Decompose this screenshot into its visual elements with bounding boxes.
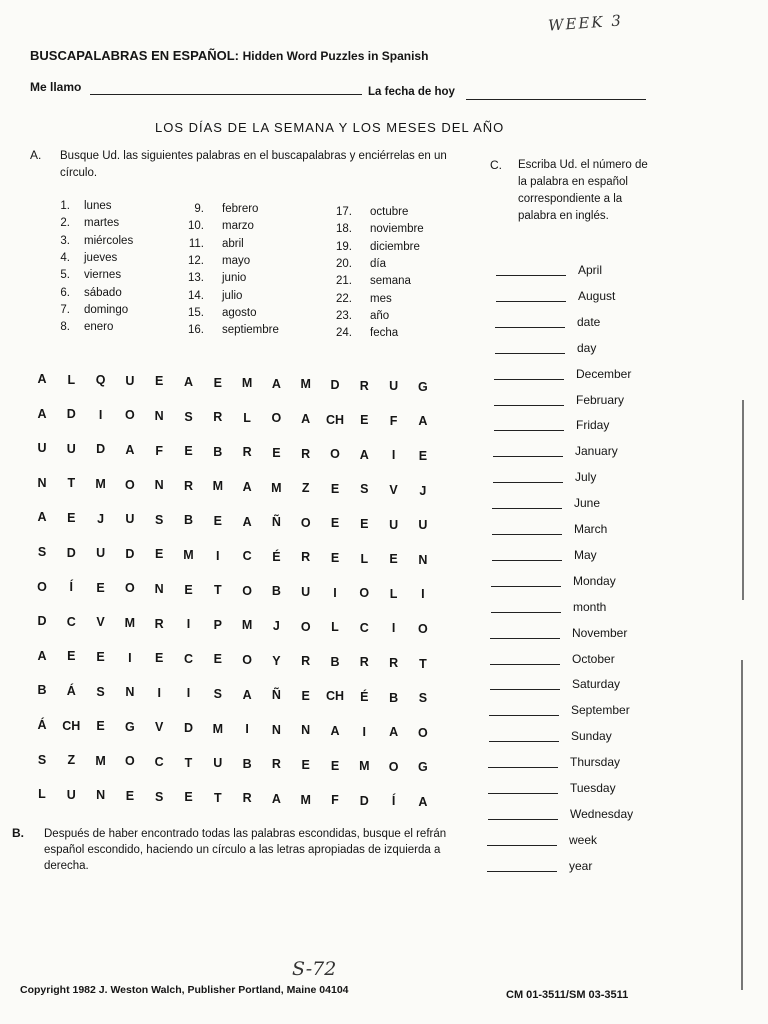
grid-letter[interactable]: E: [330, 481, 340, 496]
grid-letter[interactable]: E: [155, 651, 164, 666]
grid-letter[interactable]: V: [155, 720, 164, 735]
grid-letter[interactable]: U: [389, 517, 399, 532]
spanish-word: abril: [222, 237, 244, 250]
grid-letter[interactable]: E: [213, 514, 222, 528]
grid-letter[interactable]: S: [37, 545, 47, 559]
grid-letter[interactable]: S: [184, 409, 193, 424]
grid-letter[interactable]: D: [330, 378, 340, 392]
grid-letter[interactable]: O: [271, 411, 282, 426]
grid-letter[interactable]: O: [388, 759, 399, 774]
spanish-word: febrero: [222, 203, 259, 215]
spanish-word: junio: [222, 272, 247, 285]
grid-letter[interactable]: J: [272, 619, 280, 633]
grid-letter[interactable]: Y: [272, 653, 281, 668]
answer-blank[interactable]: [492, 508, 562, 509]
grid-letter[interactable]: N: [154, 478, 164, 493]
grid-letter[interactable]: Ñ: [271, 515, 281, 530]
scan-edge-mark: [742, 400, 744, 600]
grid-letter[interactable]: N: [37, 475, 47, 490]
grid-letter[interactable]: U: [125, 373, 135, 388]
spanish-word: julio: [222, 289, 243, 302]
answer-blank[interactable]: [493, 456, 563, 457]
grid-letter[interactable]: Í: [391, 794, 396, 809]
word-number: 13.: [188, 272, 204, 285]
grid-letter[interactable]: A: [389, 725, 399, 740]
spanish-word: domingo: [84, 303, 129, 316]
grid-letter[interactable]: R: [271, 757, 281, 772]
word-number: 12.: [188, 254, 204, 267]
spanish-word: marzo: [222, 220, 254, 233]
english-word: December: [576, 366, 632, 381]
grid-letter[interactable]: CH: [62, 718, 81, 733]
grid-letter[interactable]: A: [359, 447, 369, 462]
word-number: 15.: [188, 306, 204, 319]
english-word: October: [572, 651, 615, 666]
scan-edge-mark: [741, 660, 743, 990]
answer-blank[interactable]: [492, 534, 562, 535]
answer-blank[interactable]: [495, 327, 565, 328]
word-number: 24.: [336, 327, 352, 340]
spanish-word: año: [370, 309, 390, 322]
grid-letter[interactable]: E: [360, 413, 369, 428]
grid-letter[interactable]: E: [67, 649, 76, 664]
answer-blank[interactable]: [494, 430, 564, 431]
catalog-code: CM 01-3511/SM 03-3511: [506, 989, 629, 1001]
grid-letter[interactable]: A: [37, 648, 47, 663]
grid-letter[interactable]: E: [389, 552, 398, 567]
grid-letter[interactable]: E: [96, 719, 105, 734]
spanish-word: septiembre: [222, 324, 279, 337]
answer-blank[interactable]: [492, 560, 562, 561]
grid-letter[interactable]: E: [184, 444, 193, 459]
word-number: 3.: [60, 234, 70, 247]
grid-letter[interactable]: A: [242, 480, 252, 494]
grid-letter[interactable]: N: [418, 552, 428, 567]
grid-letter[interactable]: T: [419, 656, 427, 671]
section-b-letter: B.: [12, 826, 24, 840]
grid-letter[interactable]: R: [183, 478, 194, 493]
grid-letter[interactable]: M: [124, 616, 136, 630]
grid-letter[interactable]: A: [271, 376, 281, 391]
grid-letter[interactable]: J: [419, 483, 427, 498]
grid-letter[interactable]: A: [183, 375, 194, 389]
grid-letter[interactable]: S: [418, 691, 428, 706]
grid-letter[interactable]: A: [242, 514, 252, 529]
grid-letter[interactable]: D: [183, 721, 194, 735]
word-number: 2.: [60, 217, 70, 230]
name-blank-line[interactable]: [90, 94, 362, 95]
word-number: 10.: [188, 220, 204, 233]
grid-letter[interactable]: F: [389, 413, 398, 428]
word-number: 7.: [60, 303, 70, 316]
spanish-word: mayo: [222, 254, 251, 267]
section-c-letter: C.: [490, 158, 502, 172]
grid-letter[interactable]: E: [67, 511, 76, 525]
grid-letter[interactable]: Z: [301, 481, 310, 496]
spanish-word: día: [370, 257, 386, 270]
grid-letter[interactable]: A: [301, 412, 311, 426]
word-number: 8.: [60, 321, 70, 334]
grid-letter[interactable]: I: [362, 724, 367, 739]
grid-letter[interactable]: D: [359, 793, 369, 808]
answer-blank[interactable]: [494, 405, 564, 406]
grid-letter[interactable]: E: [125, 789, 135, 803]
grid-letter[interactable]: I: [128, 650, 132, 665]
english-word: Sunday: [571, 729, 612, 744]
answer-blank[interactable]: [490, 638, 560, 639]
grid-letter[interactable]: U: [66, 441, 76, 456]
word-number: 19.: [336, 240, 352, 253]
grid-letter[interactable]: E: [272, 446, 281, 460]
grid-letter[interactable]: N: [271, 722, 281, 737]
grid-letter[interactable]: N: [125, 685, 135, 700]
grid-letter[interactable]: I: [245, 722, 249, 737]
grid-letter[interactable]: E: [330, 758, 340, 773]
english-word: Wednesday: [570, 806, 634, 821]
word-number: 23.: [336, 309, 352, 322]
grid-letter[interactable]: S: [360, 482, 369, 497]
grid-letter[interactable]: O: [125, 477, 135, 492]
spanish-word: jueves: [84, 251, 118, 264]
grid-letter[interactable]: I: [216, 548, 220, 563]
grid-letter[interactable]: O: [125, 408, 135, 423]
grid-letter[interactable]: G: [418, 379, 428, 394]
grid-letter[interactable]: M: [183, 548, 194, 562]
title-bold: BUSCAPALABRAS EN ESPAÑOL:: [30, 48, 239, 63]
grid-letter[interactable]: F: [331, 793, 339, 808]
grid-letter[interactable]: A: [330, 724, 340, 738]
grid-letter[interactable]: S: [155, 789, 164, 804]
grid-letter[interactable]: A: [418, 414, 428, 429]
spanish-word: mes: [370, 292, 392, 305]
grid-letter[interactable]: O: [330, 447, 340, 462]
grid-letter[interactable]: B: [271, 584, 281, 599]
grid-letter[interactable]: U: [96, 546, 106, 561]
grid-letter[interactable]: S: [37, 752, 47, 767]
grid-letter[interactable]: CH: [325, 412, 345, 427]
grid-letter[interactable]: G: [418, 760, 428, 775]
answer-blank[interactable]: [488, 819, 558, 820]
grid-letter[interactable]: I: [333, 585, 337, 600]
word-number: 20.: [336, 257, 352, 270]
english-word: February: [576, 392, 625, 407]
grid-letter[interactable]: D: [96, 442, 106, 457]
answer-blank[interactable]: [491, 586, 561, 587]
answer-blank[interactable]: [496, 275, 566, 276]
grid-letter[interactable]: E: [96, 650, 105, 664]
word-number: 4.: [60, 251, 70, 264]
grid-letter[interactable]: Á: [37, 718, 47, 732]
grid-letter[interactable]: R: [213, 410, 223, 425]
grid-letter[interactable]: U: [418, 518, 428, 533]
grid-letter[interactable]: P: [213, 617, 222, 632]
spanish-word: miércoles: [84, 234, 134, 247]
answer-blank[interactable]: [487, 845, 557, 846]
grid-letter[interactable]: U: [389, 379, 399, 394]
word-number: 1.: [60, 200, 70, 212]
grid-letter[interactable]: C: [66, 614, 76, 629]
grid-letter[interactable]: N: [301, 723, 311, 738]
grid-letter[interactable]: I: [157, 685, 161, 700]
grid-letter[interactable]: A: [242, 687, 252, 702]
grid-letter[interactable]: N: [96, 788, 106, 803]
english-word: March: [574, 522, 608, 536]
grid-letter[interactable]: B: [389, 690, 399, 705]
english-word: Friday: [576, 418, 610, 433]
grid-letter[interactable]: Á: [66, 684, 76, 698]
grid-letter[interactable]: V: [96, 615, 105, 630]
english-word: day: [577, 340, 597, 355]
grid-letter[interactable]: O: [418, 725, 428, 740]
grid-letter[interactable]: B: [183, 513, 194, 528]
english-word: July: [575, 470, 597, 485]
spanish-word: lunes: [84, 200, 112, 212]
grid-letter[interactable]: R: [389, 656, 399, 670]
grid-letter[interactable]: A: [418, 795, 428, 809]
grid-letter[interactable]: B: [213, 444, 223, 459]
word-number: 11.: [188, 237, 204, 250]
grid-letter[interactable]: L: [67, 372, 76, 387]
grid-letter[interactable]: C: [242, 549, 252, 564]
english-word: week: [569, 832, 598, 847]
grid-letter[interactable]: B: [37, 683, 47, 698]
english-word: May: [574, 547, 597, 562]
answer-blank[interactable]: [496, 301, 566, 302]
word-number: 21.: [336, 275, 352, 288]
grid-letter[interactable]: E: [301, 758, 310, 772]
grid-letter[interactable]: C: [154, 755, 164, 769]
answer-blank[interactable]: [494, 379, 564, 380]
grid-letter[interactable]: R: [301, 654, 311, 669]
answer-blank[interactable]: [490, 664, 560, 665]
grid-letter[interactable]: A: [37, 372, 47, 386]
word-number: 18.: [336, 223, 352, 236]
section-a-instruction: Busque Ud. las siguientes palabras en el buscapalabras y enciérrelas en un círculo.: [60, 150, 447, 179]
grid-letter[interactable]: E: [213, 652, 222, 667]
grid-letter[interactable]: M: [212, 479, 223, 494]
title-subtitle: Hidden Word Puzzles in Spanish: [242, 49, 429, 63]
name-label: Me llamo: [30, 80, 82, 94]
grid-letter[interactable]: V: [389, 483, 398, 497]
grid-letter[interactable]: U: [125, 512, 135, 527]
grid-letter[interactable]: A: [271, 792, 281, 806]
grid-letter[interactable]: R: [301, 550, 311, 565]
grid-letter[interactable]: D: [66, 545, 76, 560]
grid-letter[interactable]: D: [66, 407, 76, 422]
grid-letter[interactable]: B: [330, 654, 340, 669]
grid-letter[interactable]: S: [213, 687, 222, 701]
answer-blank[interactable]: [493, 482, 563, 483]
grid-letter[interactable]: CH: [325, 689, 345, 704]
grid-letter[interactable]: O: [300, 619, 311, 634]
copyright-line: Copyright 1982 J. Weston Walch, Publisher Portland, Maine 04104: [20, 984, 349, 996]
grid-letter[interactable]: O: [418, 622, 428, 636]
grid-letter[interactable]: M: [300, 792, 311, 807]
word-number: 16.: [188, 324, 204, 337]
grid-letter[interactable]: E: [155, 547, 164, 562]
grid-letter[interactable]: N: [154, 409, 164, 423]
grid-letter[interactable]: S: [96, 684, 105, 699]
english-word: Saturday: [572, 677, 621, 692]
grid-letter[interactable]: L: [243, 410, 251, 425]
grid-letter[interactable]: E: [155, 374, 164, 389]
grid-letter[interactable]: A: [37, 406, 47, 421]
spanish-word: sábado: [84, 286, 122, 299]
spanish-word: viernes: [84, 269, 122, 282]
spanish-word: noviembre: [370, 223, 424, 236]
grid-letter[interactable]: R: [242, 791, 252, 806]
section-a-letter: A.: [30, 148, 42, 162]
grid-letter[interactable]: U: [301, 585, 311, 599]
grid-letter[interactable]: O: [359, 586, 370, 601]
grid-letter[interactable]: L: [389, 586, 398, 601]
spanish-word: agosto: [222, 306, 257, 319]
section-c-instruction: Escriba Ud. el número de la palabra en español correspondiente a la palabra en inglés.: [518, 159, 648, 222]
spanish-word: enero: [84, 321, 114, 334]
english-word: September: [571, 703, 630, 718]
grid-letter[interactable]: T: [184, 755, 193, 770]
grid-letter[interactable]: E: [184, 582, 193, 597]
worksheet-title: [30, 48, 428, 63]
date-blank-line[interactable]: [466, 99, 646, 100]
grid-letter[interactable]: E: [360, 517, 369, 531]
answer-blank[interactable]: [491, 612, 561, 613]
answer-blank[interactable]: [488, 767, 558, 768]
grid-letter[interactable]: M: [212, 721, 223, 736]
grid-letter[interactable]: O: [300, 515, 311, 530]
grid-letter[interactable]: A: [125, 443, 135, 457]
english-word: Monday: [573, 573, 616, 588]
spanish-word: martes: [84, 217, 120, 230]
grid-letter[interactable]: E: [330, 551, 340, 565]
page-heading: LOS DÍAS DE LA SEMANA Y LOS MESES DEL AÑO: [155, 120, 505, 135]
grid-letter[interactable]: U: [213, 756, 223, 771]
date-label: La fecha de hoy: [368, 86, 455, 98]
grid-letter[interactable]: M: [300, 377, 311, 392]
word-number: 6.: [60, 286, 70, 299]
grid-letter[interactable]: D: [37, 614, 47, 629]
answer-blank[interactable]: [487, 871, 557, 872]
grid-letter[interactable]: G: [125, 719, 135, 734]
english-word: January: [575, 444, 618, 459]
grid-letter[interactable]: D: [125, 546, 135, 561]
grid-letter[interactable]: T: [67, 476, 76, 491]
grid-letter[interactable]: É: [272, 549, 281, 564]
grid-letter[interactable]: M: [241, 376, 253, 391]
english-word: Tuesday: [570, 781, 616, 795]
grid-letter[interactable]: I: [186, 686, 191, 701]
grid-letter[interactable]: Z: [67, 753, 76, 768]
grid-letter[interactable]: F: [155, 443, 163, 458]
grid-letter[interactable]: L: [360, 551, 369, 566]
grid-letter[interactable]: S: [155, 512, 164, 527]
grid-letter[interactable]: J: [97, 511, 105, 526]
answer-blank[interactable]: [489, 715, 559, 716]
grid-letter[interactable]: R: [359, 655, 369, 670]
word-number: 22.: [336, 292, 352, 305]
word-number: 5.: [60, 269, 70, 282]
grid-letter[interactable]: I: [186, 617, 191, 632]
grid-letter[interactable]: O: [242, 583, 252, 598]
grid-letter[interactable]: I: [391, 621, 396, 636]
spanish-word: octubre: [370, 206, 409, 218]
answer-blank[interactable]: [495, 353, 565, 354]
grid-letter[interactable]: B: [242, 756, 252, 771]
grid-letter[interactable]: L: [331, 620, 339, 635]
grid-letter[interactable]: I: [98, 407, 103, 422]
grid-letter[interactable]: N: [154, 582, 164, 596]
answer-blank[interactable]: [488, 793, 558, 794]
english-word: August: [578, 288, 616, 303]
grid-letter[interactable]: U: [37, 441, 47, 456]
spanish-word: fecha: [370, 327, 399, 340]
english-word: November: [572, 625, 628, 640]
english-word: June: [574, 496, 601, 511]
grid-letter[interactable]: I: [421, 587, 425, 602]
grid-letter[interactable]: E: [96, 580, 105, 595]
word-number: 14.: [188, 289, 204, 302]
grid-letter[interactable]: M: [271, 480, 282, 495]
grid-letter[interactable]: A: [37, 510, 47, 525]
grid-letter[interactable]: L: [38, 787, 46, 802]
grid-letter[interactable]: C: [359, 620, 369, 635]
grid-letter[interactable]: E: [301, 688, 310, 703]
answer-blank[interactable]: [489, 741, 559, 742]
grid-letter[interactable]: O: [125, 581, 135, 596]
grid-letter[interactable]: O: [37, 579, 47, 594]
grid-letter[interactable]: Q: [95, 373, 106, 388]
grid-letter[interactable]: R: [301, 446, 311, 461]
grid-letter[interactable]: R: [154, 616, 164, 631]
grid-letter[interactable]: O: [242, 653, 252, 667]
grid-letter[interactable]: M: [95, 477, 106, 491]
grid-letter[interactable]: E: [330, 516, 340, 531]
answer-blank[interactable]: [490, 689, 560, 690]
handwritten-week-note: WEEK 3: [547, 11, 624, 35]
word-number: 17.: [336, 206, 352, 218]
grid-letter[interactable]: M: [359, 759, 370, 774]
grid-letter[interactable]: É: [360, 690, 369, 704]
grid-letter[interactable]: E: [184, 790, 193, 805]
grid-letter[interactable]: Ñ: [271, 688, 281, 703]
grid-letter[interactable]: M: [241, 618, 253, 633]
grid-letter[interactable]: U: [66, 787, 76, 802]
english-word: year: [569, 858, 593, 873]
english-word: April: [578, 263, 603, 277]
grid-letter[interactable]: E: [213, 375, 222, 390]
grid-letter[interactable]: E: [418, 449, 428, 463]
grid-letter[interactable]: R: [242, 445, 252, 460]
english-word: date: [577, 314, 601, 329]
grid-letter[interactable]: C: [183, 651, 194, 666]
spanish-word: semana: [370, 275, 411, 288]
grid-letter[interactable]: R: [359, 378, 369, 393]
section-b-instruction: Después de haber encontrado todas las palabras escondidas, busque el refrán español escondido, haciendo un círculo a las letras apropiadas de izquierda a derecha.: [44, 828, 447, 872]
grid-letter[interactable]: Í: [69, 580, 74, 595]
word-number: 9.: [194, 203, 204, 215]
grid-letter[interactable]: I: [391, 448, 396, 463]
handwritten-page-number: S-72: [292, 958, 337, 980]
grid-letter[interactable]: O: [125, 754, 135, 769]
grid-letter[interactable]: M: [95, 753, 106, 768]
grid-letter[interactable]: T: [213, 790, 222, 805]
grid-letter[interactable]: T: [213, 583, 222, 598]
english-word: month: [573, 599, 607, 614]
english-word: Thursday: [570, 755, 621, 770]
spanish-word: diciembre: [370, 240, 420, 253]
